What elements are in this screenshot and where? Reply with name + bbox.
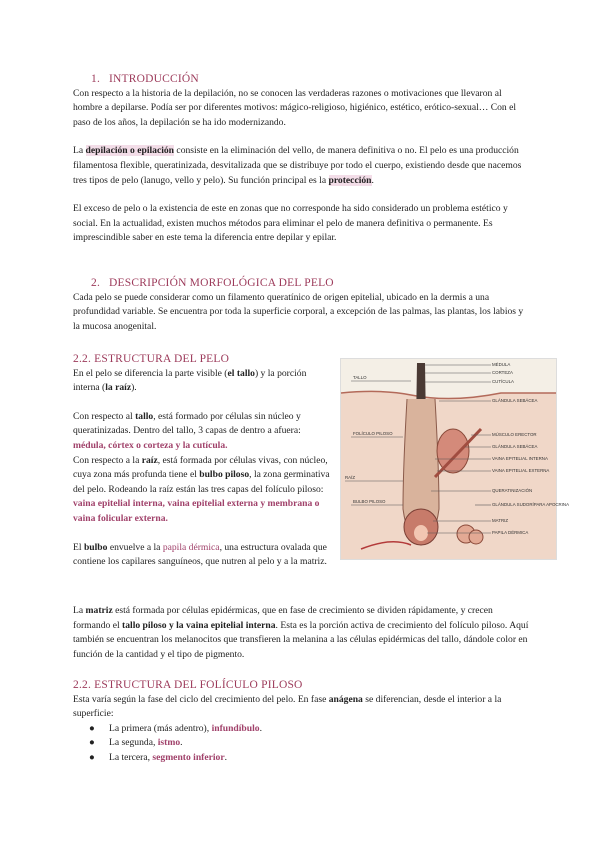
section-title: DESCRIPCIÓN MORFOLÓGICA DEL PELO [109, 277, 334, 289]
paragraph: Con respecto al tallo, está formado por células sin núcleo y queratinizadas. Dentro del tallo, 3 capas de dentro a afuera: médula, córtex o corteza y la cutícula. [73, 410, 301, 451]
hair-follicle-illustration [341, 359, 570, 559]
label-raiz: RAÍZ [345, 475, 356, 480]
paragraph: El exceso de pelo o la existencia de este en zonas que no corresponde ha sido considerado un problema estético y social. En la actualidad, existen muchos métodos para eliminar el pelo de manera definitiva o permanente. Es imprescindible saber en este tema la diferencia entre depilar y epilar. [73, 203, 508, 244]
section-heading [73, 72, 529, 87]
bullet-icon: ● [89, 751, 95, 763]
hair-follicle-diagram [340, 358, 570, 560]
label-foliculo: FOLÍCULO PILOSO [353, 431, 393, 436]
list-item: ● La segunda, istmo. [73, 736, 529, 751]
label-glandula-sebacea: GLÁNDULA SEBÁCEA [492, 398, 538, 403]
paragraph: Esta varía según la fase del ciclo del crecimiento del pelo. En fase anágena se diferencian, desde el interior a la superficie: [73, 693, 502, 720]
label-corteza: CORTEZA [492, 370, 513, 375]
paragraph: La matriz está formada por células epidérmicas, que en fase de crecimiento se dividen rápidamente, y crecen formando el tallo piloso y la vaina epitelial interna. Esta es la porción activa de crecimiento del folículo piloso. Aquí también se encuentran los melanocitos que transfieren la melanina a las células epidérmicas del tallo, dándole color en función de la cantidad y el tipo de pigmento. [73, 605, 529, 660]
label-papila: PAPILA DÉRMICA [492, 530, 529, 535]
paragraph-matriz [73, 604, 529, 662]
label-queratinizacion: QUERATINIZACIÓN [492, 488, 533, 493]
paragraph: Cada pelo se puede considerar como un filamento queratínico de origen epitelial, ubicado en la dermis a una profundidad variable. Se encuentra por toda la superficie corporal, a excepción de las palmas, las plantas, los labios y la mucosa anogenital. [73, 291, 524, 332]
list-item: ● La tercera, segmento inferior. [73, 751, 529, 766]
paragraph: Con respecto a la raíz, está formada por células vivas, con núcleo, cuya zona más profunda tiene el bulbo piloso, la zona germinativa del pelo. Rodeando la raíz están las tres capas del folículo piloso: vaina epitelial interna, vaina epitelial externa y membrana o vaina folicular externa. [73, 454, 330, 524]
section-estructura-foliculo [73, 678, 529, 766]
section-descripcion [73, 276, 529, 334]
label-glandula-sudoripara: GLÁNDULA SUDORÍPARA APOCRINA [492, 502, 570, 507]
paragraph: La depilación o epilación consiste en la eliminación del vello, de manera definitiva o no. El pelo es una producción filamentosa flexible, queratinizada, desvitalizada que se distribuye por todo el cuerpo, existiendo desde que nacemos tres tipos de pelo (lanugo, vello y pelo). Su función principal es la protección. [73, 145, 522, 186]
term-vainas: vaina epitelial interna, vaina epitelial externa y membrana o vaina folicular externa. [73, 498, 320, 524]
subsection-title: 2.2. ESTRUCTURA DEL PELO [73, 353, 230, 365]
label-musculo-erector: MÚSCULO ERECTOR [492, 432, 537, 437]
subsection-title: 2.2. ESTRUCTURA DEL FOLÍCULO PILOSO [73, 679, 303, 691]
list-item: ● La primera (más adentro), infundíbulo. [73, 722, 529, 737]
paragraph: Con respecto a la historia de la depilación, no se conocen las verdaderas razones o motivaciones que llevaron al hombre a depilarse. Podía ser por diferentes motivos: mágico-religioso, higiénico, estético, erótico-sexual… Con el paso de los años, la depilación se ha ido modernizando. [73, 87, 517, 128]
section-number: 2. [91, 277, 101, 289]
label-vaina-interna: VAINA EPITELIAL INTERNA [492, 456, 548, 461]
paragraph: En el pelo se diferencia la parte visible (el tallo) y la porción interna (la raíz). [73, 367, 307, 394]
section-introduccion [73, 72, 529, 246]
term-proteccion: protección [328, 174, 372, 186]
layer-list [73, 722, 529, 766]
section-heading [73, 276, 529, 291]
label-matriz: MATRIZ [492, 518, 509, 523]
label-cuticula: CUTÍCULA [492, 379, 514, 384]
paragraph: El bulbo envuelve a la papila dérmica, una estructura ovalada que contiene los capilares sanguíneos, que nutren al pelo y a la matriz. [73, 541, 327, 568]
bullet-icon: ● [89, 737, 95, 749]
label-vaina-externa: VAINA EPITELIAL EXTERNA [492, 468, 550, 473]
section-title: INTRODUCCIÓN [109, 73, 199, 85]
label-tallo: TALLO [353, 375, 367, 380]
label-medula: MÉDULA [492, 362, 511, 367]
section-estructura-pelo [73, 352, 335, 570]
term-capas: médula, córtex o corteza y la cutícula. [73, 439, 228, 451]
term-depilacion: depilación o epilación [85, 145, 175, 157]
term-papila: papila dérmica [162, 541, 220, 553]
bullet-icon: ● [89, 722, 95, 734]
section-number: 1. [91, 73, 101, 85]
label-glandula-sebacea-2: GLÁNDULA SEBÁCEA [492, 444, 538, 449]
label-bulbo: BULBO PILOSO [353, 499, 386, 504]
